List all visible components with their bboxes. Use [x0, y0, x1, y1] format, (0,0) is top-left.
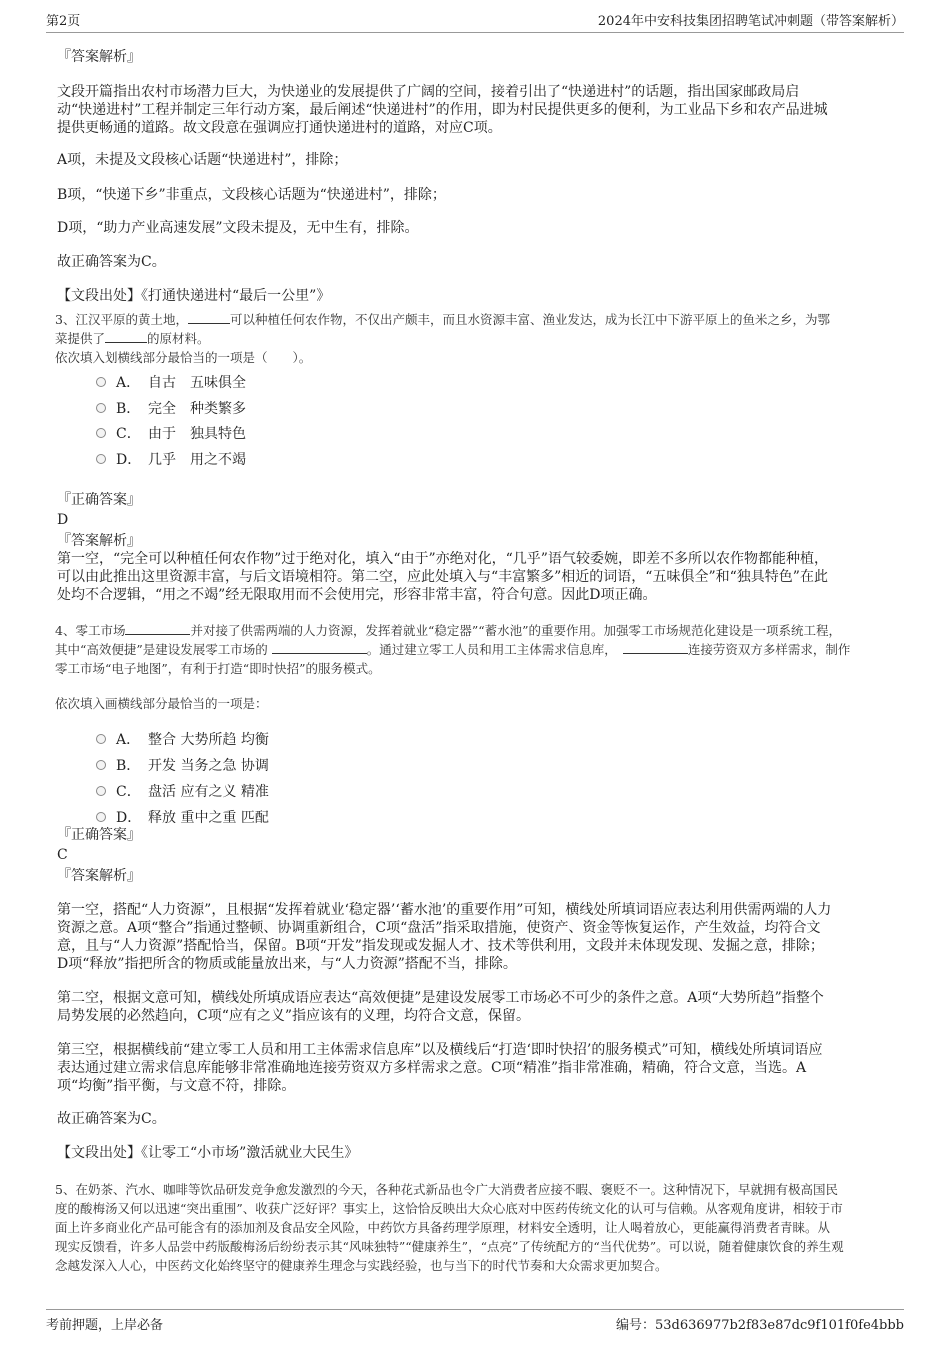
fill-blank — [188, 311, 230, 324]
footer-slogan: 考前押题，上岸必备 — [46, 1318, 164, 1333]
text-line: 第二空，根据文意可知，横线处所填成语应表达“高效便捷”是建设发展零工市场必不可少的条件之意。A项“大势所趋”指整个 — [57, 990, 824, 1006]
footer-divider — [46, 1309, 904, 1310]
text: 连接劳资双方多样需求，制作 — [687, 642, 851, 657]
text: 3、江汉平原的黄土地， — [55, 312, 188, 327]
option-letter: B． — [116, 401, 141, 417]
conclusion: 故正确答案为C。 — [57, 254, 166, 270]
text-line: 第一空，搭配“人力资源”，且根据“发挥着就业‘稳定器’‘蓄水池’的重要作用”可知，横线处所填词语应表达利用供需两端的人力 — [57, 902, 832, 918]
option-d-note: D项，“助力产业高速发展”文段未提及，无中生有，排除。 — [57, 220, 419, 236]
option-text: 整合 大势所趋 均衡 — [148, 732, 269, 748]
text: 可以种植任何农作物，不仅出产颇丰，而且水资源丰富、渔业发达，成为长江中下游平原上的鱼米之乡，为鄂 — [229, 312, 830, 327]
header-divider — [46, 32, 904, 33]
text-line: 零工市场“电子地图”，有利于打造“即时快招”的服务模式。 — [55, 661, 381, 676]
option-letter: C． — [116, 784, 141, 800]
document-title: 2024年中安科技集团招聘笔试冲刺题（带答案解析） — [597, 14, 904, 29]
analysis-paragraph-3 — [57, 1041, 888, 1095]
radio-icon[interactable] — [96, 812, 106, 822]
q3-option-b[interactable] — [96, 398, 246, 418]
radio-icon[interactable] — [96, 428, 106, 438]
answer-value: D — [57, 512, 69, 528]
option-letter: A． — [116, 375, 141, 391]
radio-icon[interactable] — [96, 734, 106, 744]
fill-blank — [125, 622, 190, 635]
q3-option-a[interactable] — [96, 372, 246, 392]
option-text: 几乎 用之不竭 — [148, 452, 246, 468]
option-letter: D． — [116, 452, 142, 468]
text-line: 文段开篇指出农村市场潜力巨大，为快递业的发展提供了广阔的空间，接着引出了“快递进村”的话题，指出国家邮政局启 — [57, 84, 800, 100]
text-line: D项“释放”指把所含的物质或能量放出来，与“人力资源”搭配不当，排除。 — [57, 956, 517, 972]
analysis-title: 『答案解析』 — [57, 868, 141, 884]
source: 【文段出处】《让零工“小市场”激活就业大民生》 — [57, 1145, 359, 1161]
radio-icon[interactable] — [96, 786, 106, 796]
text-line: 表达通过建立需求信息库能够非常准确地连接劳资双方多样需求之意。C项“精准”指非常准确，精确，符合文意，当选。A — [57, 1060, 807, 1076]
text-line: 意，且与“人力资源”搭配恰当，保留。B项“开发”指发现或发掘人才、技术等供利用，文段并未体现发现、发掘之意，排除； — [57, 938, 824, 954]
text-line: 项“均衡”指平衡，与文意不符，排除。 — [57, 1078, 296, 1094]
analysis-paragraph — [57, 550, 888, 604]
radio-icon[interactable] — [96, 403, 106, 413]
q3-option-c[interactable] — [96, 423, 246, 443]
q4-option-c[interactable] — [96, 781, 269, 801]
option-text: 完全 种类繁多 — [148, 401, 246, 417]
text-line: 第一空，“完全可以种植任何农作物”过于绝对化，填入“由于”亦绝对化，“几乎”语气较委婉，即差不多所以农作物都能种植， — [57, 551, 828, 567]
q4-option-d[interactable] — [96, 807, 269, 827]
option-text: 盘活 应有之义 精准 — [148, 784, 269, 800]
answer-title: 『正确答案』 — [57, 827, 141, 843]
fill-blank — [105, 330, 147, 343]
text: 的原材料。 — [147, 331, 210, 346]
text-line: 5、在奶茶、汽水、咖啡等饮品研发竞争愈发激烈的今天，各种花式新品也令广大消费者应接不暇、褒贬不一。这种情况下，早就拥有极高国民 — [55, 1182, 838, 1197]
text-line: 提供更畅通的道路。故文段意在强调应打通快递进村的道路，对应C项。 — [57, 120, 502, 136]
option-text: 释放 重中之重 匹配 — [148, 810, 269, 826]
option-text: 由于 独具特色 — [148, 426, 246, 442]
radio-icon[interactable] — [96, 454, 106, 464]
q3-option-d[interactable] — [96, 449, 246, 469]
option-letter: A． — [116, 732, 141, 748]
text-line: 资源之意。A项“整合”指通过整顿、协调重新组合，C项“盘活”指采取措施，使资产、资金等恢复运作，产生效益，均符合文 — [57, 920, 821, 936]
question-prompt: 依次填入划横线部分最恰当的一项是（ ）。 — [55, 350, 312, 365]
text: 菜提供了 — [55, 331, 106, 346]
option-b-note: B项，“快递下乡”非重点，文段核心话题为“快递进村”，排除； — [57, 187, 446, 203]
option-text: 开发 当务之急 协调 — [148, 758, 269, 774]
radio-icon[interactable] — [96, 377, 106, 387]
text-line: 可以由此推出这里资源丰富，与后文语境相符。第二空，应此处填入与“丰富繁多”相近的词语，“五味俱全”和“独具特色”在此 — [57, 569, 828, 585]
option-text: 自古 五味俱全 — [148, 375, 246, 391]
source: 【文段出处】《打通快递进村“最后一公里”》 — [57, 288, 331, 304]
text: 并对接了供需两端的人力资源，发挥着就业“稳定器”“蓄水池”的重要作用。加强零工市场规范化建设是一项系统工程， — [190, 623, 842, 638]
analysis-title: 『答案解析』 — [57, 49, 141, 65]
text-line: 第三空，根据横线前“建立零工人员和用工主体需求信息库”以及横线后“打造‘即时快招’的服务模式”可知，横线处所填词语应 — [57, 1042, 823, 1058]
q4-option-b[interactable] — [96, 755, 269, 775]
question-4-stem — [55, 621, 888, 678]
text-line: 面上许多商业化产品可能含有的添加剂及食品安全风险，中药饮方具备药理学原理，材料安全透明，让人喝着放心，更能赢得消费者青睐。从 — [55, 1220, 831, 1235]
document-id: 编号：53d636977b2f83e87dc9f101f0fe4bbb — [616, 1318, 904, 1333]
conclusion: 故正确答案为C。 — [57, 1111, 166, 1127]
analysis-title: 『答案解析』 — [57, 533, 141, 549]
text-line: 处均不合逻辑，“用之不竭”经无限取用而不会使用完，形容非常丰富，符合句意。因此D项正确。 — [57, 587, 657, 603]
text: 4、零工市场 — [55, 623, 126, 638]
fill-blank — [623, 641, 688, 654]
text-line: 局势发展的必然趋向，C项“应有之义”指应该有的义理，均符合文意，保留。 — [57, 1008, 531, 1024]
question-prompt: 依次填入画横线部分最恰当的一项是： — [55, 696, 268, 711]
text: 。通过建立零工人员和用工主体需求信息库， — [366, 642, 617, 657]
question-5-stem — [55, 1180, 888, 1275]
option-letter: C． — [116, 426, 141, 442]
option-letter: D． — [116, 810, 142, 826]
page-header — [46, 10, 904, 32]
answer-title: 『正确答案』 — [57, 492, 141, 508]
fill-blank — [272, 641, 367, 654]
radio-icon[interactable] — [96, 760, 106, 770]
text-line: 念越发深入人心，中医药文化始终坚守的健康养生理念与实践经验，也与当下的时代节奏和大众需求更加契合。 — [55, 1258, 668, 1273]
text: 其中“高效便捷”是建设发展零工市场的 — [55, 642, 268, 657]
analysis-paragraph-1 — [57, 901, 888, 973]
text-line: 动“快递进村”工程并制定三年行动方案，最后阐述“快递进村”的作用，即为村民提供更多的便利，为工业品下乡和农产品进城 — [57, 102, 828, 118]
answer-value: C — [57, 847, 68, 863]
text-line: 度的酸梅汤又何以迅速“突出重围”、收获广泛好评？事实上，这恰恰反映出大众心底对中医药传统文化的认可与信赖。从客观角度讲，相较于市 — [55, 1201, 843, 1216]
option-a-note: A项，未提及文段核心话题“快递进村”，排除； — [57, 152, 348, 168]
page-number: 第2页 — [46, 14, 81, 29]
analysis-paragraph-2 — [57, 989, 888, 1025]
q4-option-a[interactable] — [96, 729, 269, 749]
text-line: 现实反馈看，许多人品尝中药版酸梅汤后纷纷表示其“风味独特”“健康养生”，“点亮”了传统配方的“当代优势”。可以说，随着健康饮食的养生观 — [55, 1239, 844, 1254]
question-3-stem — [55, 310, 888, 367]
option-letter: B． — [116, 758, 141, 774]
analysis-paragraph — [57, 83, 888, 137]
